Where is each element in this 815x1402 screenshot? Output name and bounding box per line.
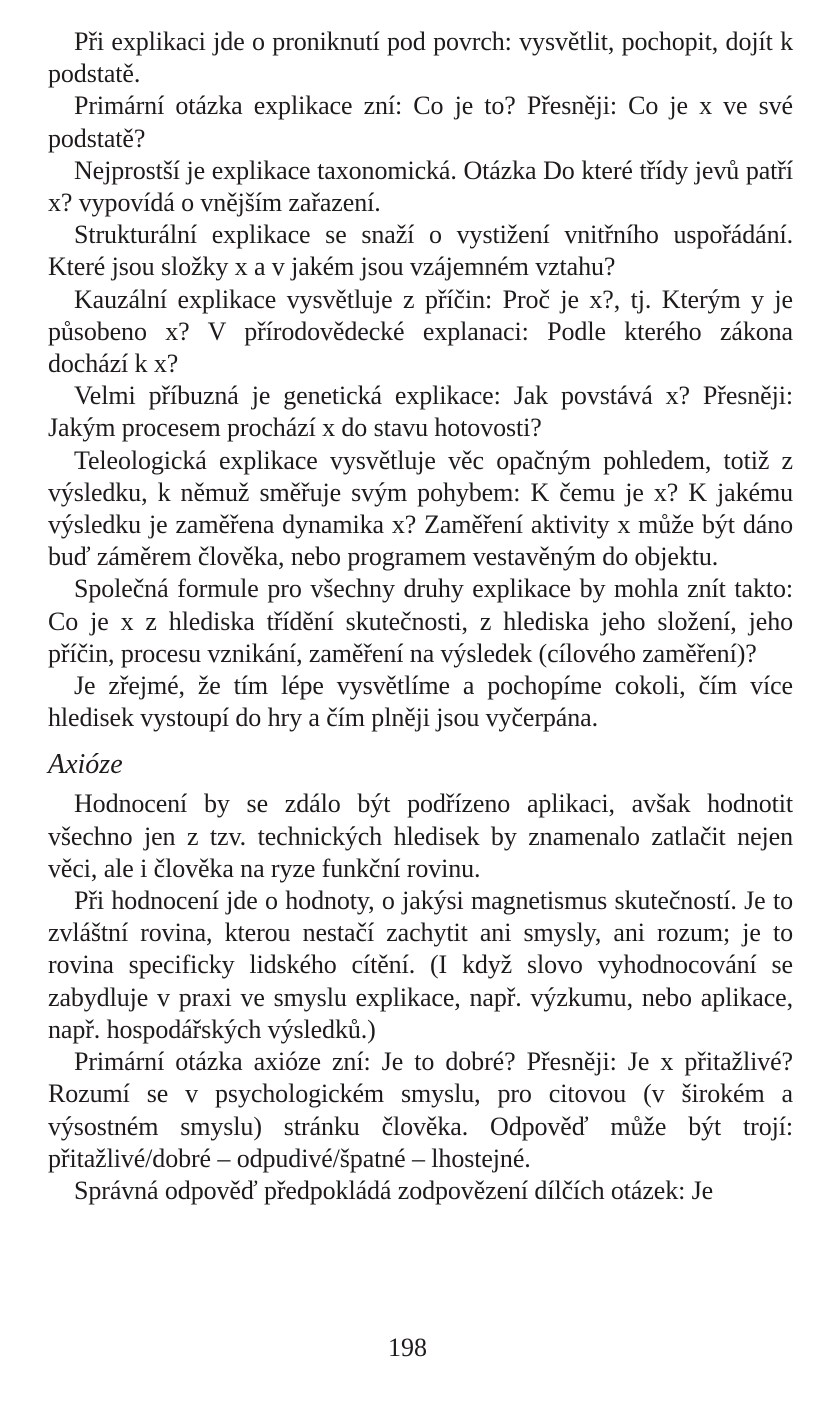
paragraph: Hodnocení by se zdálo být podřízeno aplikaci, avšak hodnotit všechno jen z tzv. technických hledisek by znamenalo zatlačit nejen věci, ale i člověka na ryze funkční rovinu. xyxy=(48,789,793,883)
axiosis-section xyxy=(48,748,793,1207)
paragraph: Při explikaci jde o proniknutí pod povrch: vysvětlit, pochopit, dojít k podstatě. xyxy=(48,27,793,89)
paragraph: Při hodnocení jde o hodnoty, o jakýsi magnetismus skutečností. Je to zvláštní rovina, kterou nestačí zachytit ani smysly, ani rozum; je to rovina specificky lidského cítění. (I když slovo vyhodnocování se zabydluje v praxi ve smyslu explikace, např. výzkumu, nebo aplikace, např. hospodářských výsledků.) xyxy=(48,886,793,1044)
page-number: 198 xyxy=(388,1333,427,1362)
paragraph: Primární otázka axióze zní: Je to dobré? Přesněji: Je x přitažlivé? Rozumí se v psychologickém smyslu, pro citovou (v širokém a výsostném smyslu) stránku člověka. Odpověď může být trojí: přitažlivé/dobré – odpudivé/špatné – lhostejné. xyxy=(48,1047,793,1173)
paragraph: Správná odpověď předpokládá zodpovězení dílčích otázek: Je xyxy=(74,1175,714,1205)
paragraph: Teleologická explikace vysvětluje věc opačným pohledem, totiž z výsledku, k němuž směřuje svým pohybem: K čemu je x? K jakému výsledku je zaměřena dynamika x? Zaměření aktivity x může být dáno buď záměrem člověka, nebo programem vestavěným do objektu. xyxy=(48,445,793,572)
page-body xyxy=(48,26,793,1207)
paragraph: Velmi příbuzná je genetická explikace: Jak povstává x? Přesněji: Jakým procesem prochází x do stavu hotovosti? xyxy=(48,381,793,443)
paragraph: Primární otázka explikace zní: Co je to? Přesněji: Co je x ve své podstatě? xyxy=(48,91,793,153)
section-heading: Axióze xyxy=(48,749,123,781)
paragraph: Kauzální explikace vysvětluje z příčin: Proč je x?, tj. Kterým y je působeno x? V přírodovědecké explanaci: Podle kterého zákona dochází k x? xyxy=(48,284,793,379)
paragraph: Společná formule pro všechny druhy explikace by mohla znít takto: Co je x z hlediska třídění skutečnosti, z hlediska jeho složení, jeho příčin, procesu vznikání, zaměření na výsledek (cílového zaměření)? xyxy=(48,574,793,668)
paragraph: Nejprostší je explikace taxonomická. Otázka Do které třídy jevů patří x? vypovídá o vnějším zařazení. xyxy=(48,155,793,218)
paragraph: Je zřejmé, že tím lépe vysvětlíme a pochopíme cokoli, čím více hledisek vystoupí do hry a čím plněji jsou vyčerpána. xyxy=(48,671,793,733)
explication-section xyxy=(48,26,793,734)
paragraph: Strukturální explikace se snaží o vystižení vnitřního uspořádání. Které jsou složky x a v jakém jsou vzájemném vztahu? xyxy=(48,220,793,282)
